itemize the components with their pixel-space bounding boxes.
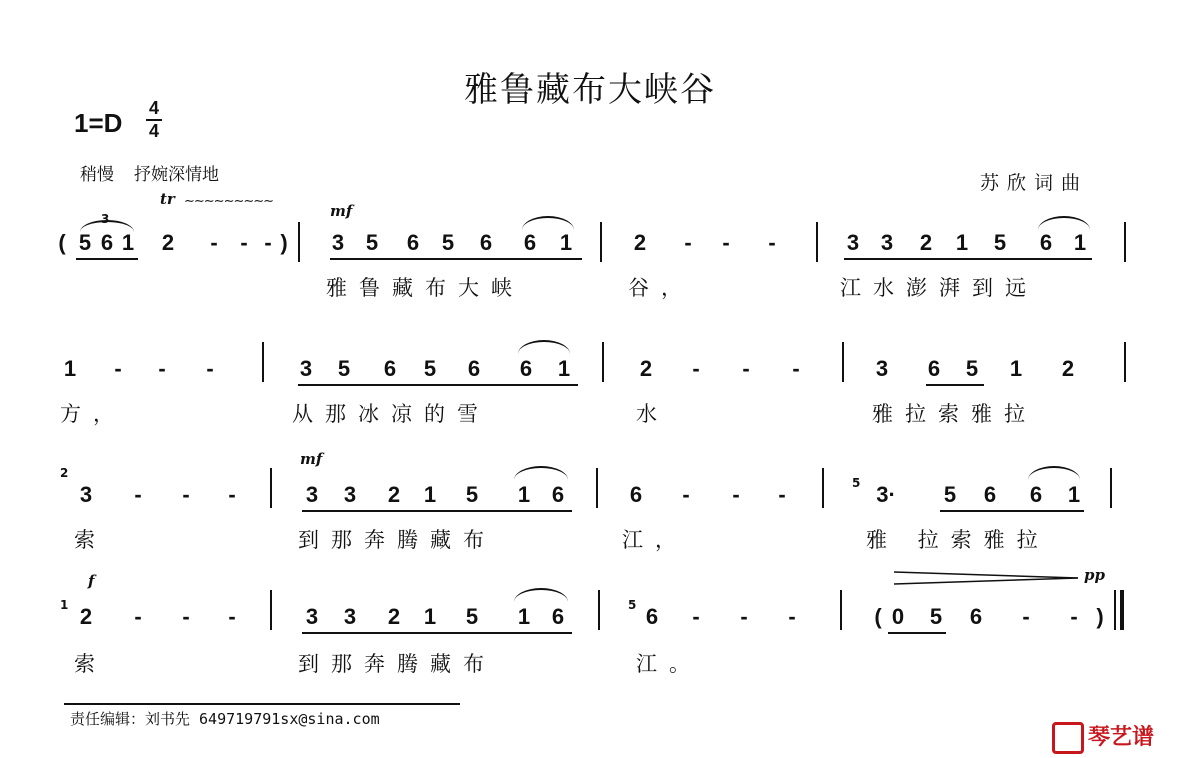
note: - <box>742 356 750 381</box>
note: 6 <box>100 230 114 255</box>
note: 6 <box>629 482 643 507</box>
note: 3 <box>875 356 889 381</box>
note: - <box>692 604 700 629</box>
grace-note: 5 <box>852 476 861 490</box>
note: 2 <box>387 604 401 629</box>
note: - <box>788 604 796 629</box>
note: 3 <box>305 482 319 507</box>
grace-note: 1 <box>60 598 69 612</box>
note: 3 <box>79 482 93 507</box>
note: 3 <box>343 482 357 507</box>
note: 6 <box>927 356 941 381</box>
time-bottom: 4 <box>148 121 159 141</box>
note: 6 <box>519 356 533 381</box>
note: 5 <box>465 482 479 507</box>
dynamic-pp: pp <box>1084 566 1105 584</box>
lyric: 到那奔腾藏布 <box>298 528 496 552</box>
note: 6 <box>523 230 537 255</box>
note: 2 <box>387 482 401 507</box>
note: 3 <box>331 230 345 255</box>
note: 1 <box>1073 230 1087 255</box>
song-title: 雅鲁藏布大峡谷 <box>464 70 716 110</box>
note: 6 <box>1039 230 1053 255</box>
lyric: 谷， <box>628 276 694 300</box>
note: - <box>134 604 142 629</box>
note: 1 <box>423 482 437 507</box>
note: 6 <box>969 604 983 629</box>
note: 3 <box>299 356 313 381</box>
note: - <box>722 230 730 255</box>
note: - <box>732 482 740 507</box>
note: - <box>692 356 700 381</box>
lyric: 索 <box>74 652 107 676</box>
note: 5 <box>943 482 957 507</box>
note: - <box>114 356 122 381</box>
note: 6 <box>1029 482 1043 507</box>
tempo-expression: 抒婉深情地 <box>134 165 219 185</box>
note: 1 <box>423 604 437 629</box>
note: 1 <box>1009 356 1023 381</box>
note: - <box>134 482 142 507</box>
note: - <box>210 230 218 255</box>
note: 1 <box>63 356 77 381</box>
note: 3 <box>846 230 860 255</box>
note: 3 <box>305 604 319 629</box>
grace-note: 2 <box>60 466 69 480</box>
decrescendo-hairpin <box>892 570 1082 590</box>
note: - <box>182 482 190 507</box>
note: 1 <box>121 230 135 255</box>
note: 5 <box>365 230 379 255</box>
note: 2 <box>1061 356 1075 381</box>
lyric: 江， <box>622 528 688 552</box>
lyric: 方， <box>60 402 126 426</box>
note: 6 <box>383 356 397 381</box>
note: - <box>792 356 800 381</box>
note: - <box>264 230 272 255</box>
dynamic-mf: mf <box>330 202 353 220</box>
note: ) <box>280 230 288 255</box>
note: 2 <box>919 230 933 255</box>
note: ) <box>1096 604 1104 629</box>
lyric: 雅鲁藏布大峡 <box>326 276 524 300</box>
time-top: 4 <box>148 98 159 118</box>
note: 6 <box>479 230 493 255</box>
note: 5 <box>993 230 1007 255</box>
staff-row-3 <box>0 450 1180 552</box>
dynamic-f: f <box>88 572 95 590</box>
note: 5 <box>965 356 979 381</box>
lyric: 水 <box>636 402 669 426</box>
site-logo[interactable] <box>1052 720 1154 754</box>
note: 5 <box>423 356 437 381</box>
note: 2 <box>79 604 93 629</box>
note: ( <box>58 230 66 255</box>
footer-divider <box>64 703 460 705</box>
lyric: 雅 拉索雅拉 <box>866 528 1050 552</box>
lyric: 到那奔腾藏布 <box>298 652 496 676</box>
note: 5 <box>441 230 455 255</box>
staff-row-1 <box>0 190 1180 300</box>
tempo-marking <box>80 160 219 185</box>
note: - <box>778 482 786 507</box>
note: 5 <box>465 604 479 629</box>
note: 2 <box>633 230 647 255</box>
note: 3· <box>876 482 896 507</box>
note: - <box>1022 604 1030 629</box>
note: - <box>158 356 166 381</box>
lyric: 江。 <box>636 652 702 676</box>
note: 1 <box>517 604 531 629</box>
lyric: 索 <box>74 528 107 552</box>
note: 1 <box>559 230 573 255</box>
note: - <box>228 482 236 507</box>
note: 6 <box>983 482 997 507</box>
note: - <box>682 482 690 507</box>
key-signature: 1=D <box>74 108 123 138</box>
note: 1 <box>557 356 571 381</box>
note: 1 <box>955 230 969 255</box>
note: 3 <box>880 230 894 255</box>
note: 2 <box>161 230 175 255</box>
note: 6 <box>551 482 565 507</box>
lyric: 从那冰凉的雪 <box>292 402 490 426</box>
note: 0 <box>891 604 905 629</box>
grace-note: 5 <box>628 598 637 612</box>
note: 6 <box>406 230 420 255</box>
triplet-mark: 3 <box>101 212 110 226</box>
trill-wave: ∼∼∼∼∼∼∼∼∼ <box>184 194 274 209</box>
note: ( <box>874 604 882 629</box>
note: - <box>182 604 190 629</box>
note: 1 <box>1067 482 1081 507</box>
logo-icon <box>1052 722 1084 754</box>
staff-row-4 <box>0 566 1180 676</box>
composer: 苏欣词曲 <box>980 172 1089 194</box>
editor-credit: 责任编辑：刘书先 649719791sx@sina.com <box>70 710 380 728</box>
note: 5 <box>337 356 351 381</box>
note: - <box>206 356 214 381</box>
note: - <box>684 230 692 255</box>
logo-text: 琴艺谱 <box>1088 725 1155 750</box>
time-signature <box>144 98 164 142</box>
note: - <box>228 604 236 629</box>
note: 6 <box>645 604 659 629</box>
note: 2 <box>639 356 653 381</box>
lyric: 雅拉索雅拉 <box>872 402 1037 426</box>
note: 5 <box>78 230 92 255</box>
note: - <box>240 230 248 255</box>
note: - <box>768 230 776 255</box>
note: 1 <box>517 482 531 507</box>
trill-mark: tr <box>160 190 175 208</box>
note: 5 <box>929 604 943 629</box>
note: 6 <box>551 604 565 629</box>
dynamic-mf: mf <box>300 450 323 468</box>
note: 6 <box>467 356 481 381</box>
note: - <box>740 604 748 629</box>
note: 3 <box>343 604 357 629</box>
tempo-speed: 稍慢 <box>80 165 114 185</box>
note: - <box>1070 604 1078 629</box>
staff-row-2 <box>0 328 1180 424</box>
lyric: 江水澎湃到远 <box>840 276 1038 300</box>
